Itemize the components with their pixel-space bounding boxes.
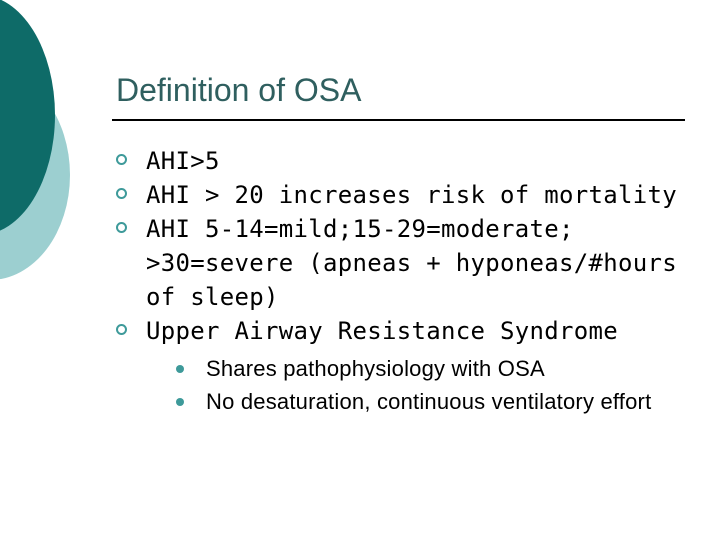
title-divider: [112, 119, 685, 121]
bullet-item: [112, 314, 682, 418]
bullet-text: AHI > 20 increases risk of mortality: [146, 181, 677, 209]
hollow-circle-bullet-icon: [116, 154, 127, 165]
bullet-item: [112, 144, 682, 178]
bullet-list: [112, 144, 682, 418]
sub-bullet-item: [176, 385, 682, 418]
bullet-text: AHI>5: [146, 147, 220, 175]
bullet-text: Upper Airway Resistance Syndrome: [146, 317, 618, 345]
bullet-item: [112, 212, 682, 314]
sub-bullet-text: Shares pathophysiology with OSA: [206, 356, 545, 381]
sub-bullet-list: [146, 352, 682, 418]
filled-circle-bullet-icon: [176, 365, 184, 373]
slide-title: Definition of OSA: [116, 72, 362, 108]
sub-bullet-item: [176, 352, 682, 385]
hollow-circle-bullet-icon: [116, 324, 127, 335]
filled-circle-bullet-icon: [176, 398, 184, 406]
bullet-text: AHI 5-14=mild;15-29=moderate; >30=severe (apneas + hyponeas/#hours of sleep): [146, 215, 677, 311]
hollow-circle-bullet-icon: [116, 222, 127, 233]
hollow-circle-bullet-icon: [116, 188, 127, 199]
bullet-item: [112, 178, 682, 212]
sub-bullet-text: No desaturation, continuous ventilatory effort: [206, 389, 652, 414]
decorative-teal-shapes: [0, 0, 80, 300]
